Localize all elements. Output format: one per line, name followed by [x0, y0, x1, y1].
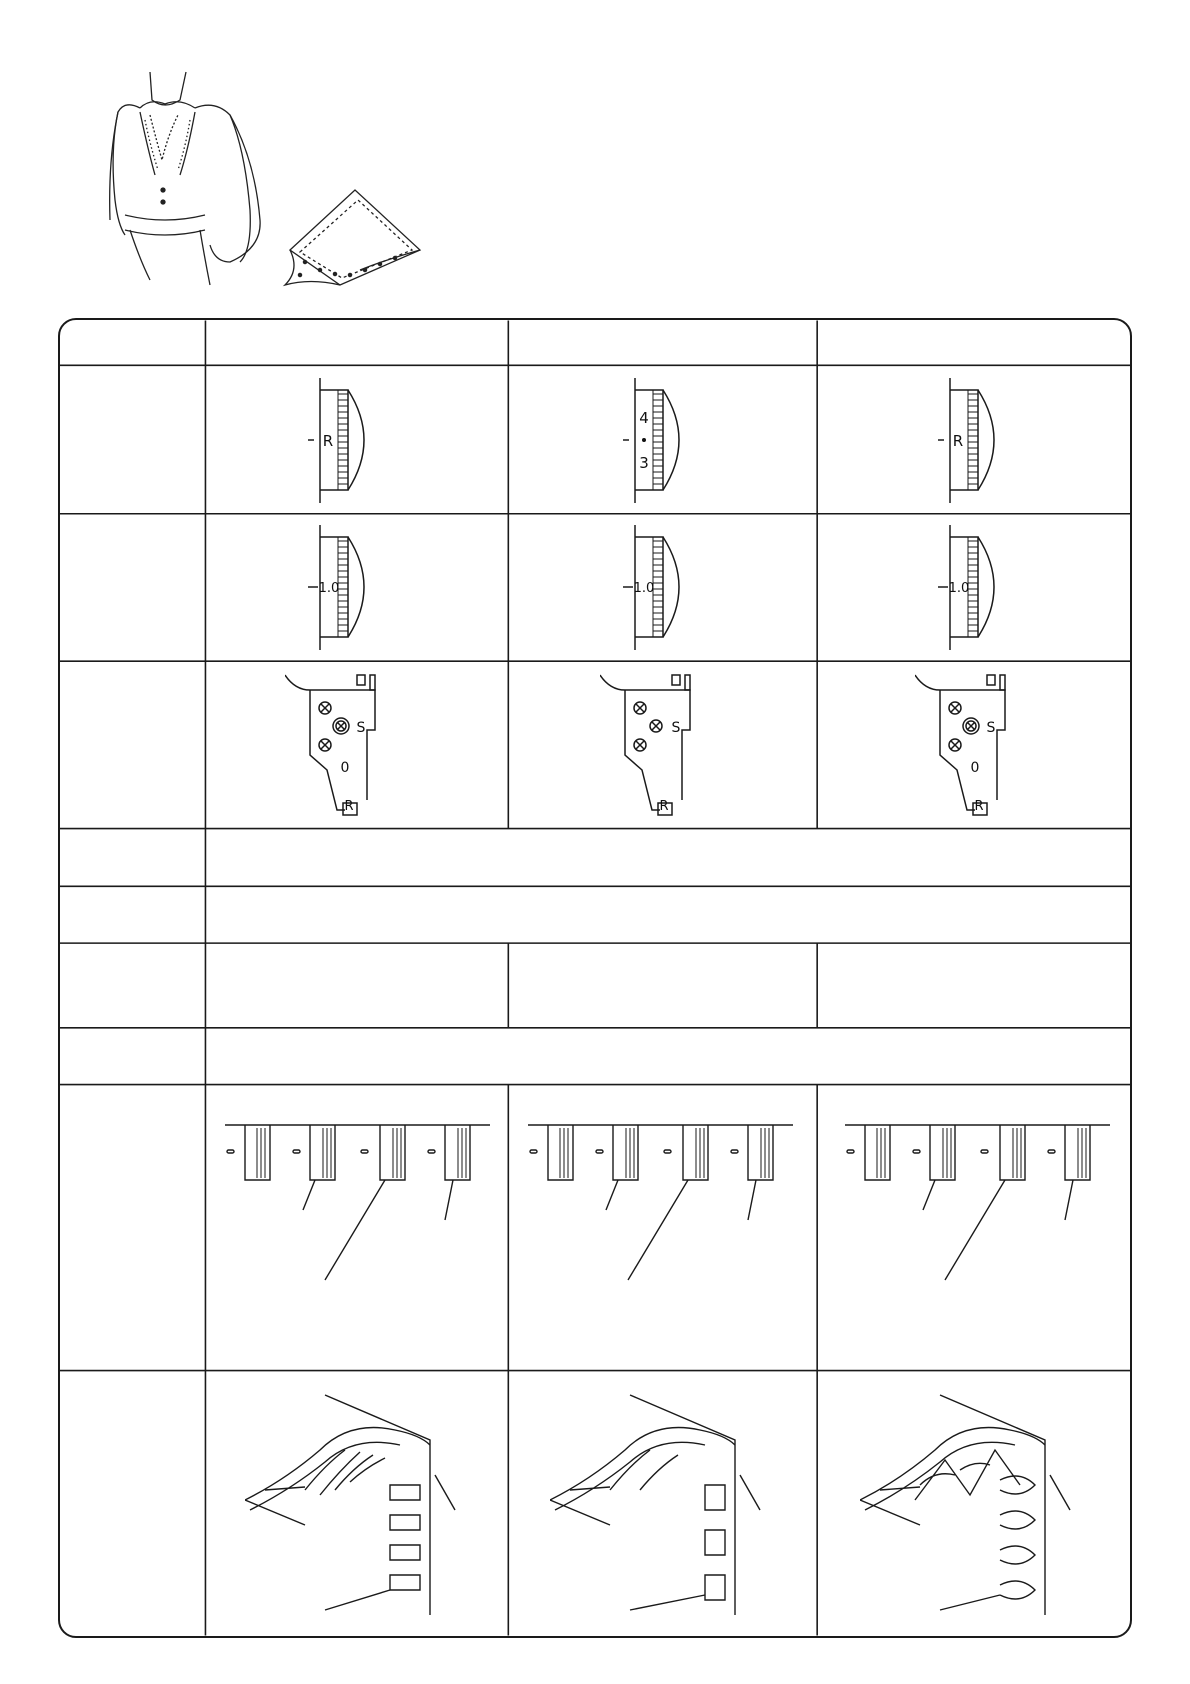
plate-label-r-1: R	[344, 799, 354, 814]
stitch-plate-col1	[285, 670, 405, 820]
stitch-plate-col3	[915, 670, 1035, 820]
diff-feed-value-1: R	[322, 432, 334, 450]
stitch-length-value-1: 1.0	[318, 581, 340, 596]
diff-feed-dial-col3	[930, 378, 1010, 508]
stitch-diagram-col3	[860, 1390, 1100, 1630]
blouse-with-ruffle-illustration	[110, 72, 260, 285]
stitch-length-dial-col2	[615, 525, 695, 655]
stitch-length-value-3: 1.0	[948, 581, 970, 596]
tension-dials-col1	[225, 1120, 495, 1360]
settings-table	[58, 318, 1132, 1638]
diff-feed-dot	[642, 438, 646, 442]
diff-feed-value-2-top: 4	[639, 409, 649, 427]
stitch-length-value-2: 1.0	[633, 581, 655, 596]
plate-label-o-3: 0	[970, 760, 980, 776]
stitch-length-dial-col1	[300, 525, 380, 655]
diff-feed-value-2-bottom: 3	[639, 454, 649, 472]
stitch-length-dial-col3	[930, 525, 1010, 655]
tension-dials-col2	[528, 1120, 798, 1360]
plate-label-o-1: 0	[340, 760, 350, 776]
handkerchief-illustration	[285, 190, 420, 285]
diff-feed-dial-col1	[300, 378, 380, 508]
plate-label-s-2: S	[671, 720, 681, 736]
tension-dials-col3	[845, 1120, 1115, 1360]
header-illustrations	[0, 0, 480, 310]
plate-label-s-1: S	[356, 720, 366, 736]
plate-label-r-2: R	[659, 799, 669, 814]
stitch-diagram-col1	[245, 1390, 485, 1630]
diff-feed-dial-col2	[615, 378, 695, 508]
plate-label-s-3: S	[986, 720, 996, 736]
stitch-diagram-col2	[550, 1390, 790, 1630]
plate-label-r-3: R	[974, 799, 984, 814]
diff-feed-value-3: R	[952, 432, 964, 450]
stitch-plate-col2	[600, 670, 720, 820]
